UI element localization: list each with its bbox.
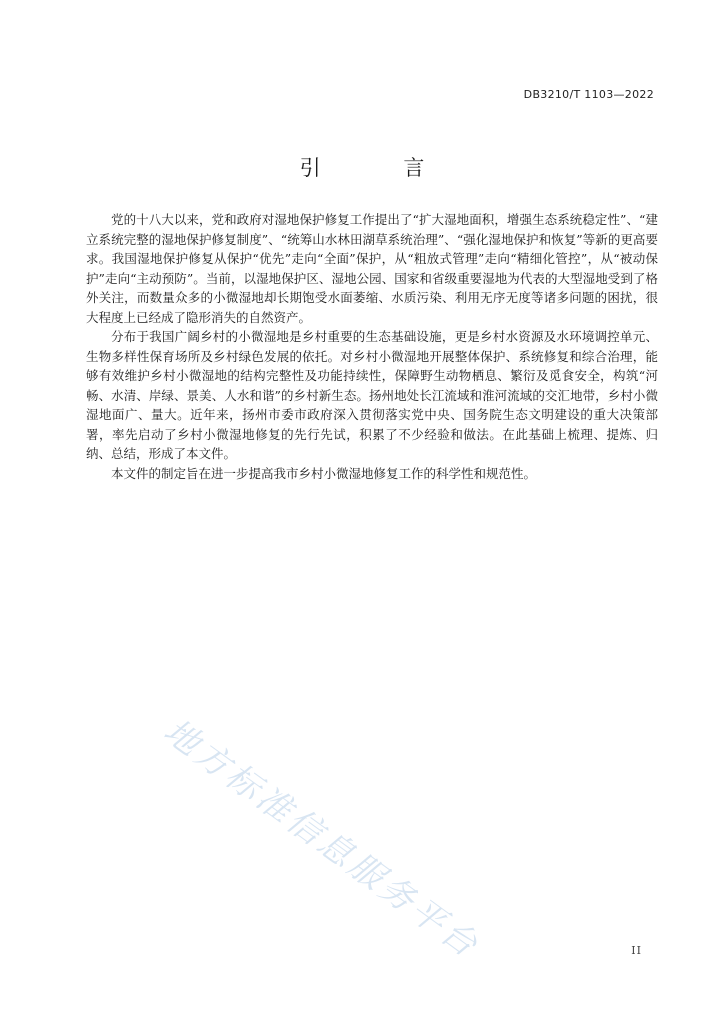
watermark: 地方标准信息服务平台 (156, 711, 488, 967)
section-title: 引 言 (299, 156, 463, 180)
document-body (86, 210, 658, 483)
page-number: II (631, 944, 642, 957)
paragraph-3: 本文件的制定旨在进一步提高我市乡村小微湿地修复工作的科学性和规范性。 (111, 465, 537, 481)
document-code: DB3210/T 1103—2022 (523, 88, 654, 101)
paragraph-2: 分布于我国广阔乡村的小微湿地是乡村重要的生态基础设施，更是乡村水资源及水环境调控单元、生物多样性保育场所及乡村绿色发展的依托。对乡村小微湿地开展整体保护、系统修复和综合治理，能够有效维护乡村小微湿地的结构完整性及功能持续性，保障野生动物栖息、繁衍及觅食安全，构筑“河畅、水清、岸绿、景美、人水和谐”的乡村新生态。扬州地处长江流域和淮河流域的交汇地带，乡村小微湿地面广、量大。近年来，扬州市委市政府深入贯彻落实党中央、国务院生态文明建设的重大决策部署，率先启动了乡村小微湿地修复的先行先试，积累了不少经验和做法。在此基础上梳理、提炼、归纳、总结，形成了本文件。 (86, 329, 658, 461)
paragraph-1: 党的十八大以来，党和政府对湿地保护修复工作提出了“扩大湿地面积，增强生态系统稳定性”、“建立系统完整的湿地保护修复制度”、“统筹山水林田湖草系统治理”、“强化湿地保护和恢复”等新的更高要求。我国湿地保护修复从保护“优先”走向“全面”保护，从“粗放式管理”走向“精细化管控”，从“被动保护”走向“主动预防”。当前，以湿地保护区、湿地公园、国家和省级重要湿地为代表的大型湿地受到了格外关注，而数量众多的小微湿地却长期饱受水面萎缩、水质污染、利用无序无度等诸多问题的困扰，很大程度上已经成了隐形消失的自然资产。 (86, 212, 658, 325)
